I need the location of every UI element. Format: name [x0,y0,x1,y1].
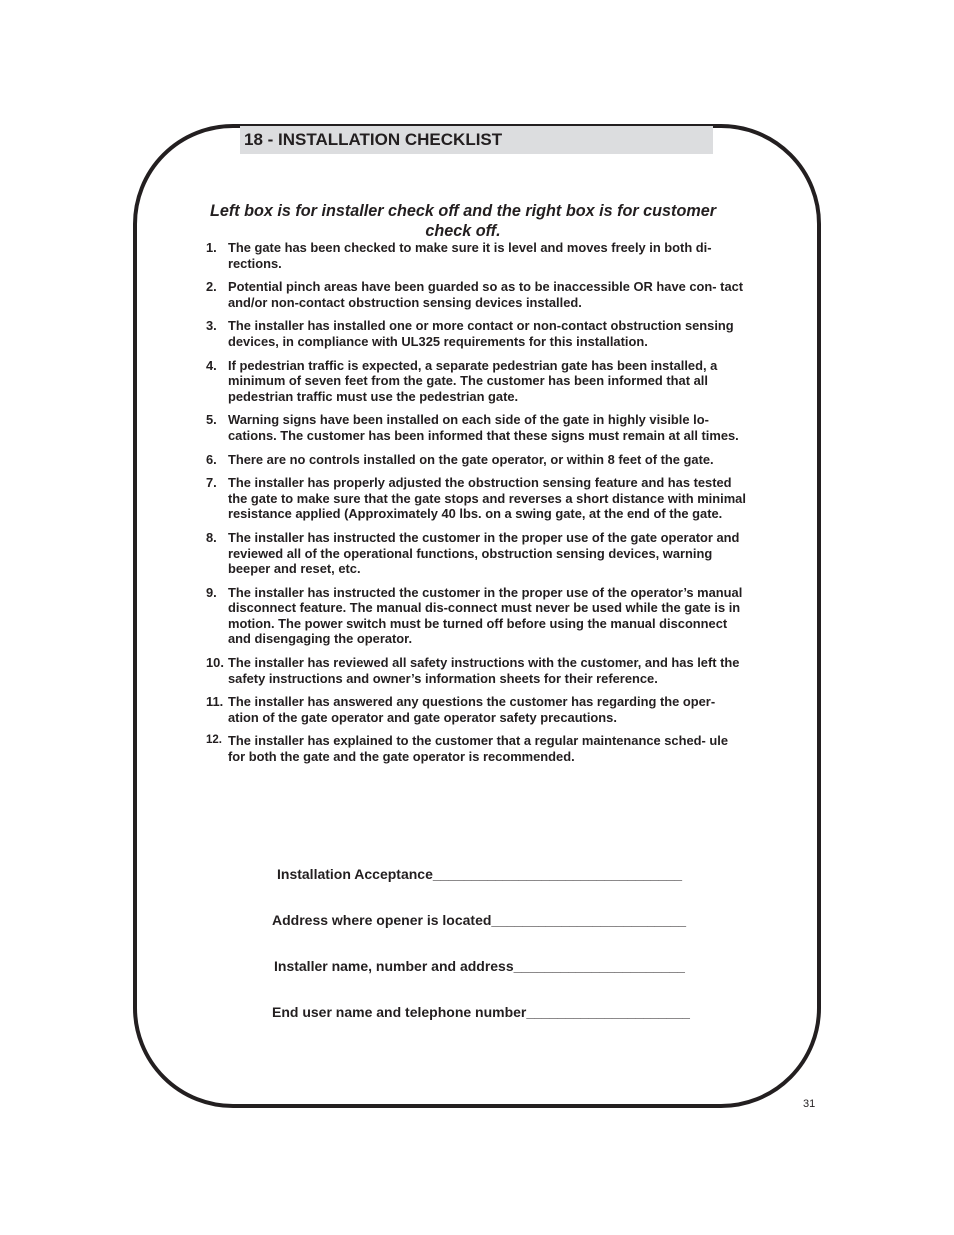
installation-acceptance-line: Installation Acceptance________________________________ [277,866,683,882]
item-number: 3. [206,318,217,334]
item-number: 6. [206,451,217,467]
opener-address-line: Address where opener is located_________________________ [272,912,687,928]
intro-text: Left box is for installer check off and the right box is for customer check off. [209,202,717,240]
item-number: 11. [206,694,224,710]
item-number: 12. [206,734,222,747]
checklist-item [206,279,746,310]
item-number: 10. [206,655,224,671]
checklist-item [206,412,746,443]
item-text: The installer has answered any questions the customer has regarding the oper- ation of the gate operator and gate operator safety precautions. [228,694,716,725]
item-text: The gate has been checked to make sure it is level and moves freely in both di- rections. [228,240,712,271]
item-number: 2. [206,279,217,295]
checklist-item [206,733,746,764]
item-text: The installer has explained to the customer that a regular maintenance sched- ule for both the gate and the gate operator is recommended. [228,733,729,765]
page-number: 31 [803,1098,816,1110]
item-text: The installer has properly adjusted the obstruction sensing feature and has tested the gate to make sure that the gate stops and reverses a short distance with minimal resistance applied (Approximately 40 lbs. on a swing gate, at the end of the gate. [228,475,746,522]
item-text: The installer has installed one or more contact or non-contact obstruction sensing devices, in compliance with UL325 requirements for this installation. [228,318,734,349]
section-title: 18 - INSTALLATION CHECKLIST [240,126,713,154]
item-number: 5. [206,412,217,428]
checklist-item [206,530,746,577]
checklist [206,240,746,765]
item-text: There are no controls installed on the gate operator, or within 8 feet of the gate. [228,451,714,467]
item-text: Warning signs have been installed on each side of the gate in highly visible lo- cations. The customer has been informed that these signs must remain at all times. [228,412,739,443]
checklist-item [206,452,746,468]
item-text: The installer has instructed the customer in the proper use of the gate operator and reviewed all of the operational functions, obstruction sensing devices, warning beeper and reset, etc. [228,529,740,577]
item-number: 4. [206,357,217,373]
item-text: The installer has instructed the customer in the proper use of the operator’s manual disconnect feature. The manual dis-connect must never be used while the gate is in motion. The power switch must be turned off before using the manual disconnect and disengaging the operator. [228,584,743,647]
checklist-item [206,240,746,271]
installer-info-line: Installer name, number and address______________________ [274,958,685,974]
item-number: 7. [206,475,217,491]
item-text: Potential pinch areas have been guarded so as to be inaccessible OR have con- tact and/or non-contact obstruction sensing devices installed. [228,279,744,310]
checklist-item [206,655,746,686]
item-number: 9. [206,584,217,600]
checklist-item [206,585,746,647]
checklist-item [206,694,746,725]
end-user-info-line: End user name and telephone number_____________________ [272,1004,690,1020]
checklist-item [206,318,746,349]
checklist-item [206,475,746,522]
item-number: 8. [206,529,217,545]
item-text: The installer has reviewed all safety instructions with the customer, and has left the safety instructions and owner’s information sheets for their reference. [228,655,740,686]
item-number: 1. [206,240,217,255]
item-text: If pedestrian traffic is expected, a separate pedestrian gate has been installed, a minimum of seven feet from the gate. The customer has been informed that all pedestrian traffic must use the pedestrian gate. [228,357,718,404]
checklist-item [206,358,746,405]
